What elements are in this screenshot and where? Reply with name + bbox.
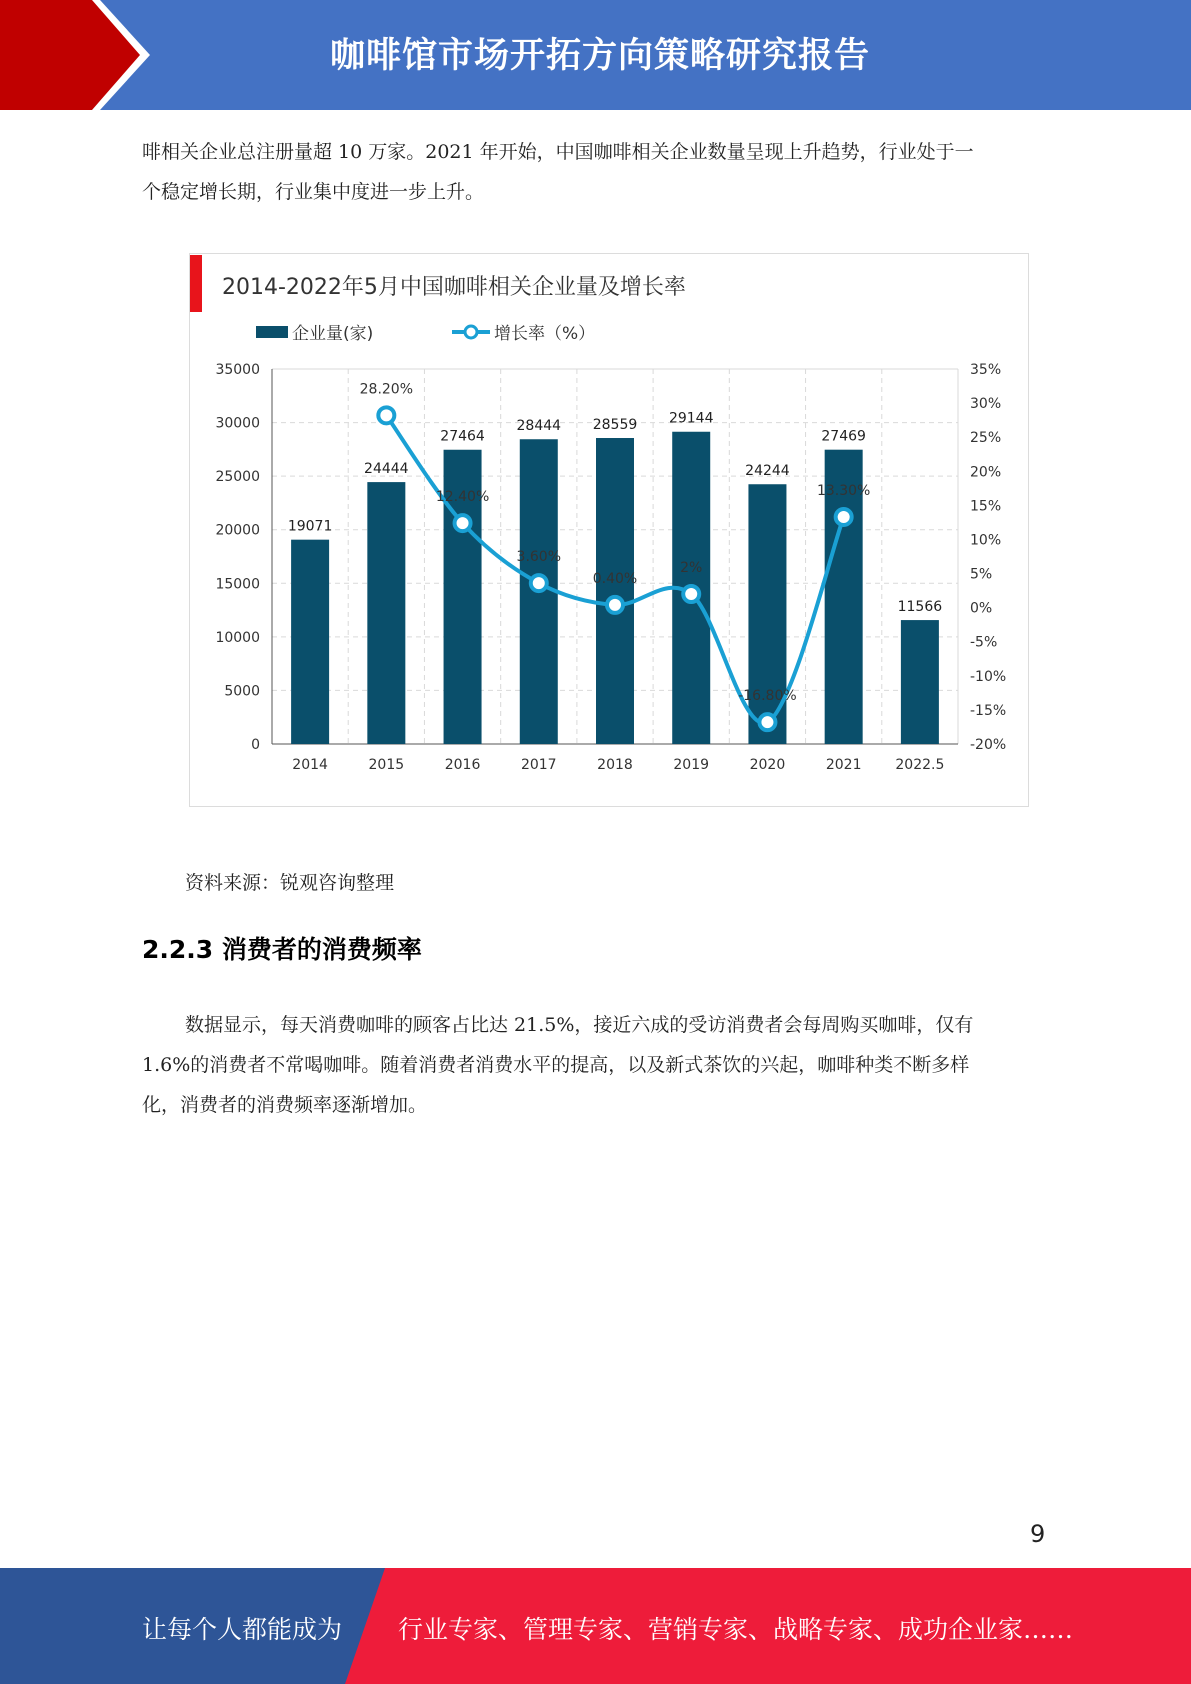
intro-line-1: 啡相关企业总注册量超 10 万家。2021 年开始，中国咖啡相关企业数量呈现上升趋势，行业处于一 [142, 141, 974, 163]
y-right-tick-label: -5% [970, 634, 998, 651]
y-left-tick-label: 35000 [215, 362, 260, 378]
bar-value-label: 27469 [821, 428, 866, 445]
body-line-1: 数据显示，每天消费咖啡的顾客占比达 21.5%，接近六成的受访消费者会每周购买咖啡，仅有 [185, 1014, 974, 1036]
chart-title-accent [190, 255, 202, 312]
y-left-tick-label: 5000 [224, 683, 260, 700]
y-right-tick-label: 15% [970, 498, 1002, 515]
bar-value-label: 28559 [592, 417, 638, 434]
y-right-tick-label: -10% [970, 668, 1007, 685]
bar-value-label: 11566 [897, 599, 943, 616]
bar-2018 [596, 438, 634, 744]
chart-container [189, 253, 1029, 807]
x-tick-label: 2019 [673, 757, 710, 773]
footer-slogan-left: 让每个人都能成为 [142, 1615, 343, 1644]
footer-slogan-right: 行业专家、管理专家、营销专家、战略专家、成功企业家…… [398, 1615, 1074, 1644]
growth-point-2019 [683, 586, 699, 602]
bar-value-label: 24244 [745, 463, 790, 480]
body-line-3: 化，消费者的消费频率逐渐增加。 [142, 1094, 428, 1116]
growth-point-2015 [378, 407, 394, 423]
y-right-tick-label: 25% [970, 430, 1002, 447]
body-paragraph [142, 1005, 1047, 1125]
growth-value-label: 28.20% [359, 381, 414, 398]
legend-line-label: 增长率（%） [494, 324, 596, 344]
growth-value-label: -16.80% [738, 688, 797, 705]
y-right-tick-label: -15% [970, 702, 1007, 719]
y-left-tick-label: 20000 [215, 522, 260, 539]
bar-value-label: 27464 [440, 428, 485, 445]
x-tick-label: 2017 [520, 757, 557, 773]
growth-value-label: 13.30% [816, 482, 871, 499]
intro-paragraph [142, 132, 1047, 212]
legend-line-marker [465, 326, 477, 338]
chart-title: 2014-2022年5月中国咖啡相关企业量及增长率 [222, 275, 686, 300]
x-tick-label: 2015 [368, 757, 405, 773]
y-right-tick-label: 35% [970, 362, 1002, 378]
y-left-tick-label: 10000 [215, 629, 260, 646]
bar-2015 [367, 482, 405, 744]
header-arrow-decoration [0, 0, 170, 110]
bar-value-label: 19071 [287, 518, 333, 535]
report-title: 咖啡馆市场开拓方向策略研究报告 [330, 36, 871, 76]
x-tick-label: 2021 [825, 757, 862, 773]
growth-point-2021 [836, 509, 852, 525]
y-left-tick-label: 0 [251, 737, 260, 753]
bar-value-label: 28444 [516, 418, 562, 435]
x-tick-label: 2020 [749, 757, 786, 773]
y-right-tick-label: 0% [970, 600, 993, 617]
x-tick-label: 2016 [444, 757, 481, 773]
growth-point-2016 [455, 515, 471, 531]
bar-2014 [291, 540, 329, 744]
y-left-tick-label: 15000 [215, 576, 260, 593]
growth-value-label: 3.60% [516, 549, 562, 566]
bar-value-label: 24444 [364, 461, 409, 478]
y-right-tick-label: 5% [970, 566, 993, 583]
y-right-tick-label: 20% [970, 464, 1002, 481]
page-number: 9 [1030, 1520, 1046, 1548]
y-right-tick-label: -20% [970, 737, 1007, 753]
body-line-2: 1.6%的消费者不常喝咖啡。随着消费者消费水平的提高，以及新式茶饮的兴起，咖啡种类不断多样 [142, 1054, 970, 1076]
x-tick-label: 2018 [597, 757, 633, 773]
growth-value-label: 2% [680, 560, 703, 576]
y-left-tick-label: 25000 [215, 469, 260, 486]
legend-bar-swatch [256, 326, 288, 338]
growth-value-label: 0.40% [592, 570, 638, 587]
section-heading: 2.2.3 消费者的消费频率 [142, 935, 422, 964]
plot-area [215, 362, 1006, 773]
page-footer [0, 1568, 1191, 1684]
y-right-tick-label: 30% [970, 396, 1002, 413]
page-header [0, 0, 1191, 110]
growth-value-label: 12.40% [435, 489, 490, 506]
x-tick-label: 2022.5 [895, 757, 945, 773]
chart-source: 资料来源：锐观咨询整理 [185, 872, 395, 894]
y-right-tick-label: 10% [970, 532, 1002, 549]
growth-point-2018 [607, 597, 623, 613]
bar-2022.5 [901, 620, 939, 744]
bar-value-label: 29144 [668, 410, 714, 427]
growth-point-2020 [759, 714, 775, 730]
enterprise-growth-chart [190, 254, 1028, 806]
growth-point-2017 [531, 575, 547, 591]
legend-bar-label: 企业量(家) [292, 324, 374, 344]
y-left-tick-label: 30000 [215, 415, 260, 432]
intro-line-2: 个稳定增长期，行业集中度进一步上升。 [142, 181, 485, 203]
x-tick-label: 2014 [292, 757, 328, 773]
